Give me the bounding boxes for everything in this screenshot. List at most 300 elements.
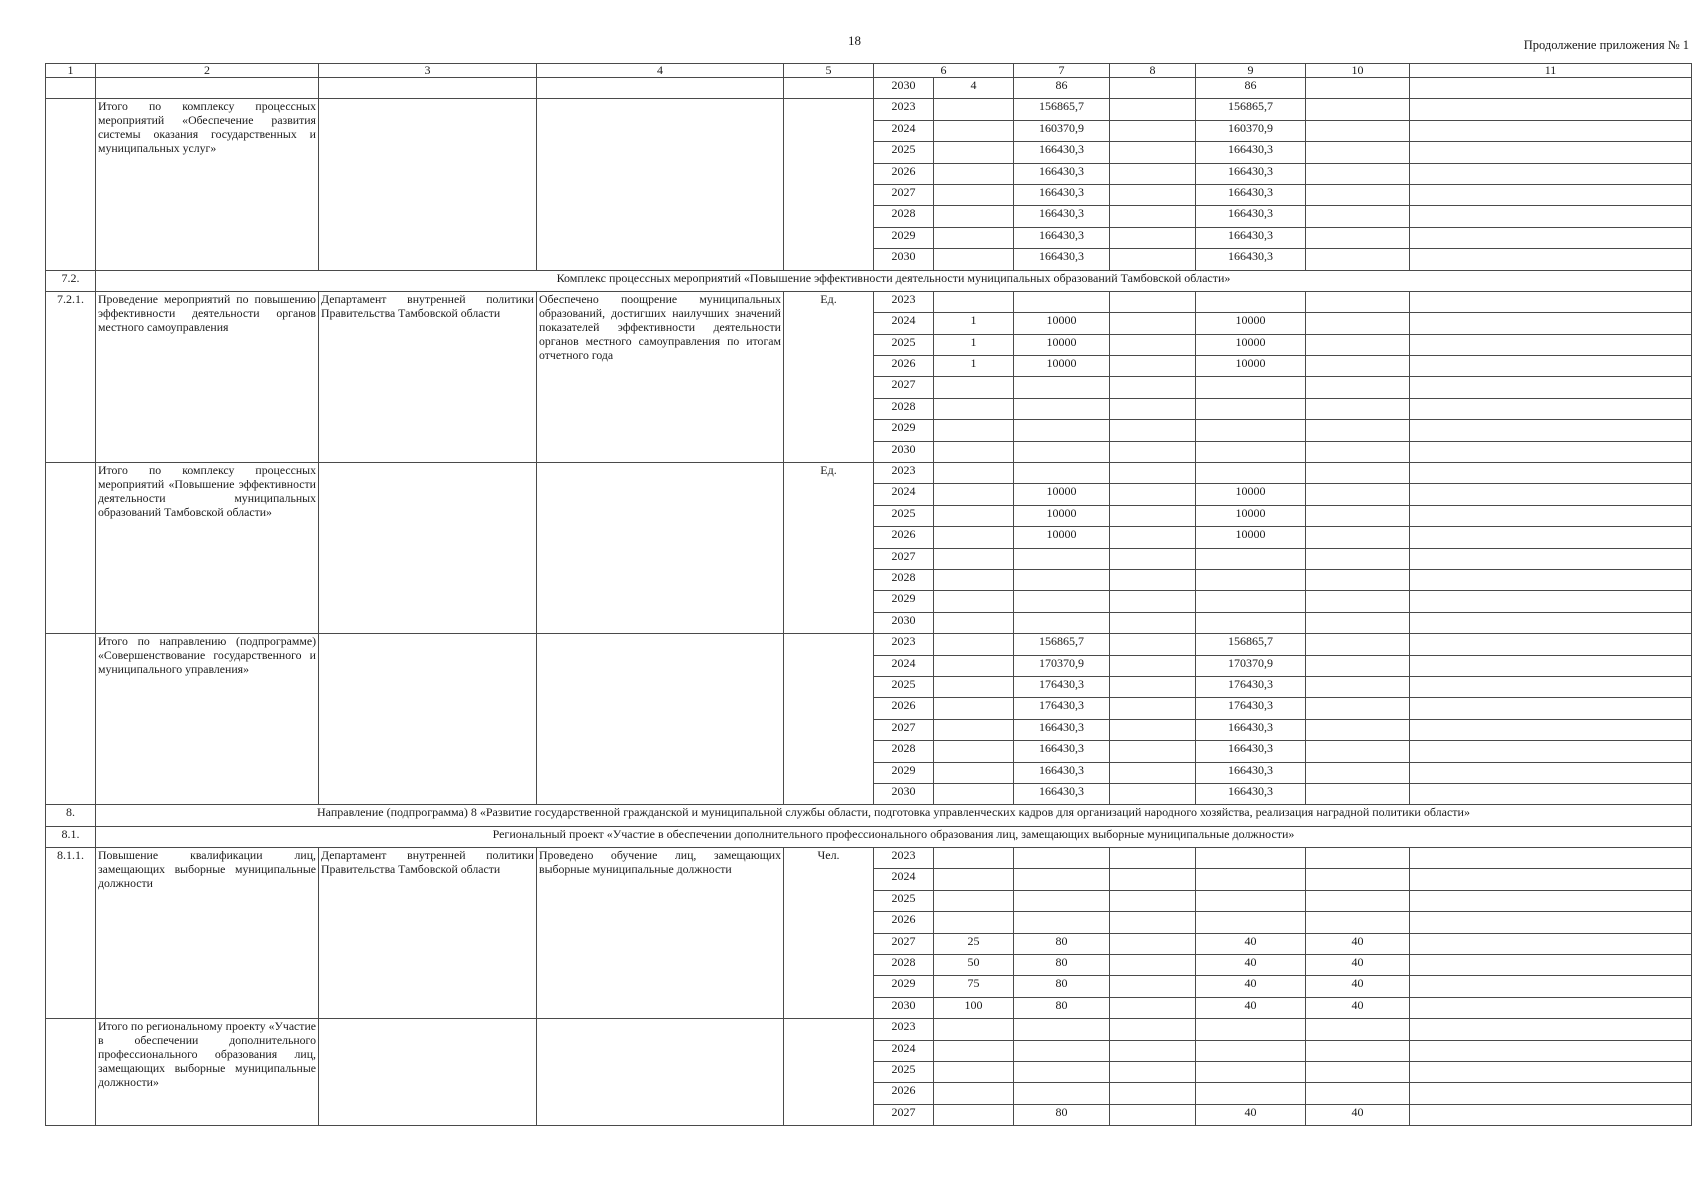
cell-col11 xyxy=(1410,741,1692,762)
cell-col6 xyxy=(934,869,1014,890)
cell-col7: 80 xyxy=(1014,997,1110,1018)
cell-col6 xyxy=(934,676,1014,697)
cell-col7: 160370,9 xyxy=(1014,120,1110,141)
cell-col6 xyxy=(934,848,1014,869)
col-header-5: 5 xyxy=(784,64,874,78)
cell-col7: 10000 xyxy=(1014,527,1110,548)
cell-col9: 176430,3 xyxy=(1196,698,1306,719)
cell-col8 xyxy=(1110,1061,1196,1082)
year-cell: 2027 xyxy=(874,719,934,740)
year-cell: 2028 xyxy=(874,741,934,762)
year-cell: 2027 xyxy=(874,933,934,954)
cell-col8 xyxy=(1110,227,1196,248)
cell-col9: 40 xyxy=(1196,1104,1306,1125)
cell-col8 xyxy=(1110,249,1196,270)
cell-col6 xyxy=(934,142,1014,163)
year-cell: 2023 xyxy=(874,848,934,869)
cell-col7 xyxy=(1014,869,1110,890)
cell-col8 xyxy=(1110,762,1196,783)
cell-col11 xyxy=(1410,848,1692,869)
cell-col9 xyxy=(1196,1061,1306,1082)
cell-col7 xyxy=(1014,1019,1110,1040)
cell-col9: 160370,9 xyxy=(1196,120,1306,141)
year-cell: 2026 xyxy=(874,356,934,377)
cell-col9 xyxy=(1196,1019,1306,1040)
cell-col10 xyxy=(1306,99,1410,120)
cell-col7: 10000 xyxy=(1014,505,1110,526)
year-cell: 2023 xyxy=(874,634,934,655)
cell-col7: 80 xyxy=(1014,1104,1110,1125)
year-cell: 2030 xyxy=(874,78,934,99)
col-header-10: 10 xyxy=(1306,64,1410,78)
year-cell: 2028 xyxy=(874,955,934,976)
table-row xyxy=(46,291,1692,312)
cell-col10 xyxy=(1306,869,1410,890)
cell-col7: 166430,3 xyxy=(1014,163,1110,184)
cell-col9 xyxy=(1196,441,1306,462)
cell-col7: 170370,9 xyxy=(1014,655,1110,676)
year-cell: 2028 xyxy=(874,206,934,227)
cell-col11 xyxy=(1410,484,1692,505)
cell-col6 xyxy=(934,719,1014,740)
year-cell: 2024 xyxy=(874,484,934,505)
cell-col10 xyxy=(1306,719,1410,740)
cell-col8 xyxy=(1110,313,1196,334)
cell-col9: 166430,3 xyxy=(1196,783,1306,804)
cell-col6 xyxy=(934,634,1014,655)
cell-col6 xyxy=(934,741,1014,762)
cell-col6: 1 xyxy=(934,356,1014,377)
year-cell: 2023 xyxy=(874,99,934,120)
cell-col10 xyxy=(1306,441,1410,462)
year-cell: 2026 xyxy=(874,527,934,548)
cell-col11 xyxy=(1410,869,1692,890)
cell-col8 xyxy=(1110,933,1196,954)
year-cell: 2024 xyxy=(874,655,934,676)
cell-col7: 166430,3 xyxy=(1014,762,1110,783)
expected-result: Обеспечено поощрение муниципальных образований, достигших наилучших значений показателей эффективности деятельности органов местного самоуправления по итогам отчетного года xyxy=(537,291,784,462)
year-cell: 2030 xyxy=(874,612,934,633)
cell-col8 xyxy=(1110,184,1196,205)
section-number: 8. xyxy=(46,805,96,826)
cell-col8 xyxy=(1110,890,1196,911)
year-cell: 2028 xyxy=(874,398,934,419)
cell-col9: 166430,3 xyxy=(1196,762,1306,783)
unit-of-measure: Ед. xyxy=(784,463,874,634)
cell-col7 xyxy=(1014,1083,1110,1104)
cell-col11 xyxy=(1410,698,1692,719)
program-table xyxy=(45,63,1692,1126)
continuation-note: Продолжение приложения № 1 xyxy=(1523,38,1689,52)
item-number xyxy=(46,463,96,634)
year-cell: 2027 xyxy=(874,548,934,569)
cell-col9: 176430,3 xyxy=(1196,676,1306,697)
cell-col11 xyxy=(1410,634,1692,655)
cell-col9: 40 xyxy=(1196,933,1306,954)
cell-col8 xyxy=(1110,1040,1196,1061)
responsible-executor xyxy=(319,99,537,270)
year-cell: 2029 xyxy=(874,591,934,612)
cell-col11 xyxy=(1410,291,1692,312)
cell-col8 xyxy=(1110,1104,1196,1125)
cell-col6 xyxy=(934,655,1014,676)
cell-col6 xyxy=(934,398,1014,419)
cell-col11 xyxy=(1410,99,1692,120)
cell-col10: 40 xyxy=(1306,933,1410,954)
cell-col6 xyxy=(934,291,1014,312)
item-number xyxy=(46,99,96,270)
year-cell: 2027 xyxy=(874,184,934,205)
cell-col11 xyxy=(1410,441,1692,462)
section-row xyxy=(46,270,1692,291)
year-cell: 2030 xyxy=(874,783,934,804)
section-title: Региональный проект «Участие в обеспечении дополнительного профессионального образования лиц, замещающих выборные муниципальные должности» xyxy=(96,826,1692,847)
cell-col6 xyxy=(934,698,1014,719)
cell-col9: 166430,3 xyxy=(1196,142,1306,163)
section-number: 7.2. xyxy=(46,270,96,291)
cell-col11 xyxy=(1410,120,1692,141)
cell-col8 xyxy=(1110,206,1196,227)
item-number xyxy=(46,634,96,805)
cell-col9: 156865,7 xyxy=(1196,99,1306,120)
cell-col8 xyxy=(1110,655,1196,676)
cell-col10 xyxy=(1306,334,1410,355)
cell-col7 xyxy=(1014,420,1110,441)
item-name: Проведение мероприятий по повышению эффективности деятельности органов местного самоуправления xyxy=(96,291,319,462)
cell-col10 xyxy=(1306,291,1410,312)
cell-col7: 10000 xyxy=(1014,484,1110,505)
cell-col6 xyxy=(934,463,1014,484)
cell-col7: 80 xyxy=(1014,976,1110,997)
cell-col9 xyxy=(1196,869,1306,890)
cell-col8 xyxy=(1110,634,1196,655)
year-cell: 2026 xyxy=(874,1083,934,1104)
cell-col10 xyxy=(1306,612,1410,633)
year-cell: 2029 xyxy=(874,420,934,441)
cell-col8 xyxy=(1110,99,1196,120)
cell-col6 xyxy=(934,1104,1014,1125)
cell-col7: 166430,3 xyxy=(1014,184,1110,205)
cell-col11 xyxy=(1410,398,1692,419)
cell-col8 xyxy=(1110,398,1196,419)
cell-col7: 166430,3 xyxy=(1014,249,1110,270)
expected-result xyxy=(537,634,784,805)
cell-col9 xyxy=(1196,548,1306,569)
cell-col9 xyxy=(1196,291,1306,312)
cell-col6 xyxy=(934,612,1014,633)
cell-col9: 166430,3 xyxy=(1196,184,1306,205)
cell-col11 xyxy=(1410,163,1692,184)
cell-col7 xyxy=(1014,377,1110,398)
cell-col10 xyxy=(1306,313,1410,334)
item-name: Итого по комплексу процессных мероприятий «Обеспечение развития системы оказания государственных и муниципальных услуг» xyxy=(96,99,319,270)
cell-col9: 10000 xyxy=(1196,334,1306,355)
cell-col11 xyxy=(1410,1061,1692,1082)
col-header-8: 8 xyxy=(1110,64,1196,78)
cell-col10: 40 xyxy=(1306,976,1410,997)
cell-col9: 40 xyxy=(1196,955,1306,976)
cell-col8 xyxy=(1110,741,1196,762)
col-header-2: 2 xyxy=(96,64,319,78)
cell-col11 xyxy=(1410,1019,1692,1040)
cell-col10 xyxy=(1306,527,1410,548)
cell-col6: 4 xyxy=(934,78,1014,99)
unit-of-measure xyxy=(784,1019,874,1126)
cell-col9 xyxy=(1196,420,1306,441)
responsible-executor: Департамент внутренней политики Правительства Тамбовской области xyxy=(319,848,537,1019)
item-name: Итого по региональному проекту «Участие в обеспечении дополнительного профессионального образования лиц, замещающих выборные муниципальные должности» xyxy=(96,1019,319,1126)
year-cell: 2025 xyxy=(874,505,934,526)
cell-col6: 25 xyxy=(934,933,1014,954)
cell-col11 xyxy=(1410,184,1692,205)
cell-col7: 156865,7 xyxy=(1014,634,1110,655)
table-row xyxy=(46,99,1692,120)
unit-of-measure: Чел. xyxy=(784,848,874,1019)
table-row xyxy=(46,78,1692,99)
cell-col10 xyxy=(1306,1061,1410,1082)
cell-col8 xyxy=(1110,356,1196,377)
cell-col9: 40 xyxy=(1196,997,1306,1018)
cell-col10 xyxy=(1306,398,1410,419)
cell-col6 xyxy=(934,249,1014,270)
cell-col8 xyxy=(1110,505,1196,526)
cell-col10 xyxy=(1306,634,1410,655)
cell-col10 xyxy=(1306,676,1410,697)
cell-col6: 75 xyxy=(934,976,1014,997)
year-cell: 2030 xyxy=(874,441,934,462)
cell-col11 xyxy=(1410,420,1692,441)
cell-col9 xyxy=(1196,569,1306,590)
cell-col10 xyxy=(1306,569,1410,590)
cell-col10: 40 xyxy=(1306,955,1410,976)
cell-col7: 176430,3 xyxy=(1014,676,1110,697)
cell-col11 xyxy=(1410,762,1692,783)
cell-col11 xyxy=(1410,612,1692,633)
cell-col6 xyxy=(934,505,1014,526)
cell-col7 xyxy=(1014,890,1110,911)
cell-col8 xyxy=(1110,1019,1196,1040)
cell-col10 xyxy=(1306,698,1410,719)
cell-col9 xyxy=(1196,377,1306,398)
cell-col7: 166430,3 xyxy=(1014,227,1110,248)
cell-col7: 166430,3 xyxy=(1014,719,1110,740)
cell-col8 xyxy=(1110,1083,1196,1104)
cell-col10 xyxy=(1306,890,1410,911)
cell-col11 xyxy=(1410,912,1692,933)
cell-col7 xyxy=(1014,1040,1110,1061)
cell-col9: 170370,9 xyxy=(1196,655,1306,676)
section-number: 8.1. xyxy=(46,826,96,847)
cell-col7 xyxy=(1014,291,1110,312)
table-row xyxy=(46,1019,1692,1040)
cell-col10 xyxy=(1306,848,1410,869)
cell-col11 xyxy=(1410,505,1692,526)
table-row xyxy=(46,848,1692,869)
cell-col8 xyxy=(1110,120,1196,141)
cell-col8 xyxy=(1110,676,1196,697)
year-cell: 2029 xyxy=(874,227,934,248)
year-cell: 2024 xyxy=(874,313,934,334)
item-number: 7.2.1. xyxy=(46,291,96,462)
cell-col6: 100 xyxy=(934,997,1014,1018)
cell-col9: 86 xyxy=(1196,78,1306,99)
cell-col11 xyxy=(1410,890,1692,911)
cell-col7: 80 xyxy=(1014,955,1110,976)
expected-result xyxy=(537,1019,784,1126)
year-cell: 2023 xyxy=(874,1019,934,1040)
cell-col8 xyxy=(1110,291,1196,312)
cell-col8 xyxy=(1110,591,1196,612)
cell-col10 xyxy=(1306,783,1410,804)
cell-col9 xyxy=(1196,1083,1306,1104)
page-number: 18 xyxy=(848,33,861,48)
cell-col9: 166430,3 xyxy=(1196,227,1306,248)
cell-col7 xyxy=(1014,548,1110,569)
col-header-7: 7 xyxy=(1014,64,1110,78)
cell-col11 xyxy=(1410,1104,1692,1125)
year-cell: 2023 xyxy=(874,291,934,312)
cell-col10 xyxy=(1306,463,1410,484)
year-cell: 2025 xyxy=(874,334,934,355)
cell-col10 xyxy=(1306,655,1410,676)
cell-col6 xyxy=(934,591,1014,612)
cell-col8 xyxy=(1110,463,1196,484)
cell-col8 xyxy=(1110,569,1196,590)
cell-col10 xyxy=(1306,142,1410,163)
cell-col11 xyxy=(1410,783,1692,804)
cell-col11 xyxy=(1410,676,1692,697)
cell-col11 xyxy=(1410,356,1692,377)
cell-col7: 166430,3 xyxy=(1014,206,1110,227)
cell-col9: 156865,7 xyxy=(1196,634,1306,655)
cell-col10 xyxy=(1306,377,1410,398)
cell-col9 xyxy=(1196,1040,1306,1061)
cell-col9 xyxy=(1196,848,1306,869)
cell-col11 xyxy=(1410,955,1692,976)
cell-col8 xyxy=(1110,163,1196,184)
cell-col7: 166430,3 xyxy=(1014,741,1110,762)
year-cell: 2026 xyxy=(874,163,934,184)
cell-col10 xyxy=(1306,762,1410,783)
cell-col11 xyxy=(1410,976,1692,997)
column-number-row xyxy=(46,64,1692,78)
cell-col7: 10000 xyxy=(1014,334,1110,355)
year-cell: 2025 xyxy=(874,676,934,697)
year-cell: 2024 xyxy=(874,120,934,141)
cell-col6 xyxy=(934,99,1014,120)
item-name: Итого по комплексу процессных мероприятий «Повышение эффективности деятельности муниципальных образований Тамбовской области» xyxy=(96,463,319,634)
cell-col7: 10000 xyxy=(1014,313,1110,334)
cell-col8 xyxy=(1110,783,1196,804)
cell-col11 xyxy=(1410,548,1692,569)
cell-col7 xyxy=(1014,398,1110,419)
cell-col10 xyxy=(1306,505,1410,526)
cell-col6 xyxy=(934,377,1014,398)
cell-col8 xyxy=(1110,997,1196,1018)
cell-col6 xyxy=(934,1019,1014,1040)
cell-col9 xyxy=(1196,463,1306,484)
cell-col9 xyxy=(1196,591,1306,612)
cell-col8 xyxy=(1110,527,1196,548)
cell-col10 xyxy=(1306,1083,1410,1104)
col-header-6: 6 xyxy=(874,64,1014,78)
section-row xyxy=(46,826,1692,847)
cell-col6: 50 xyxy=(934,955,1014,976)
cell-col11 xyxy=(1410,569,1692,590)
cell-col8 xyxy=(1110,142,1196,163)
responsible-executor xyxy=(319,463,537,634)
section-row xyxy=(46,805,1692,826)
item-name: Повышение квалификации лиц, замещающих выборные муниципальные должности xyxy=(96,848,319,1019)
cell-col10 xyxy=(1306,912,1410,933)
cell-col8 xyxy=(1110,848,1196,869)
cell-col9 xyxy=(1196,890,1306,911)
cell-col6 xyxy=(934,548,1014,569)
cell-col9: 166430,3 xyxy=(1196,163,1306,184)
table-row xyxy=(46,463,1692,484)
cell-col7: 156865,7 xyxy=(1014,99,1110,120)
cell-col7 xyxy=(1014,591,1110,612)
cell-col10 xyxy=(1306,1019,1410,1040)
cell-col11 xyxy=(1410,655,1692,676)
cell-col6 xyxy=(934,206,1014,227)
cell-col11 xyxy=(1410,377,1692,398)
item-number: 8.1.1. xyxy=(46,848,96,1019)
cell-col10 xyxy=(1306,184,1410,205)
year-cell: 2023 xyxy=(874,463,934,484)
cell-col8 xyxy=(1110,441,1196,462)
item-number xyxy=(46,1019,96,1126)
responsible-executor xyxy=(319,1019,537,1126)
year-cell: 2024 xyxy=(874,1040,934,1061)
cell-col11 xyxy=(1410,933,1692,954)
cell-col9: 40 xyxy=(1196,976,1306,997)
cell-col7 xyxy=(1014,848,1110,869)
cell-col8 xyxy=(1110,334,1196,355)
cell-col6 xyxy=(934,163,1014,184)
year-cell: 2027 xyxy=(874,377,934,398)
cell-col11 xyxy=(1410,591,1692,612)
cell-col6 xyxy=(934,484,1014,505)
cell-col6 xyxy=(934,569,1014,590)
cell-col8 xyxy=(1110,420,1196,441)
cell-col10 xyxy=(1306,484,1410,505)
cell-col8 xyxy=(1110,612,1196,633)
col-header-4: 4 xyxy=(537,64,784,78)
cell-col11 xyxy=(1410,1083,1692,1104)
section-title: Направление (подпрограмма) 8 «Развитие государственной гражданской и муниципальной службы области, подготовка управленческих кадров для организаций народного хозяйства, реализация наградной политики области» xyxy=(96,805,1692,826)
cell-col9 xyxy=(1196,612,1306,633)
cell-col6 xyxy=(934,1083,1014,1104)
cell-col7: 166430,3 xyxy=(1014,142,1110,163)
cell-col6 xyxy=(934,420,1014,441)
cell-col11 xyxy=(1410,142,1692,163)
cell-col6 xyxy=(934,184,1014,205)
year-cell: 2029 xyxy=(874,976,934,997)
cell-col8 xyxy=(1110,869,1196,890)
cell-col10 xyxy=(1306,163,1410,184)
cell-col11 xyxy=(1410,334,1692,355)
cell-col6 xyxy=(934,890,1014,911)
cell-col7: 176430,3 xyxy=(1014,698,1110,719)
cell-col11 xyxy=(1410,1040,1692,1061)
cell-col11 xyxy=(1410,997,1692,1018)
cell-col6 xyxy=(934,527,1014,548)
year-cell: 2026 xyxy=(874,698,934,719)
cell-col8 xyxy=(1110,912,1196,933)
cell-col11 xyxy=(1410,719,1692,740)
cell-col6 xyxy=(934,120,1014,141)
